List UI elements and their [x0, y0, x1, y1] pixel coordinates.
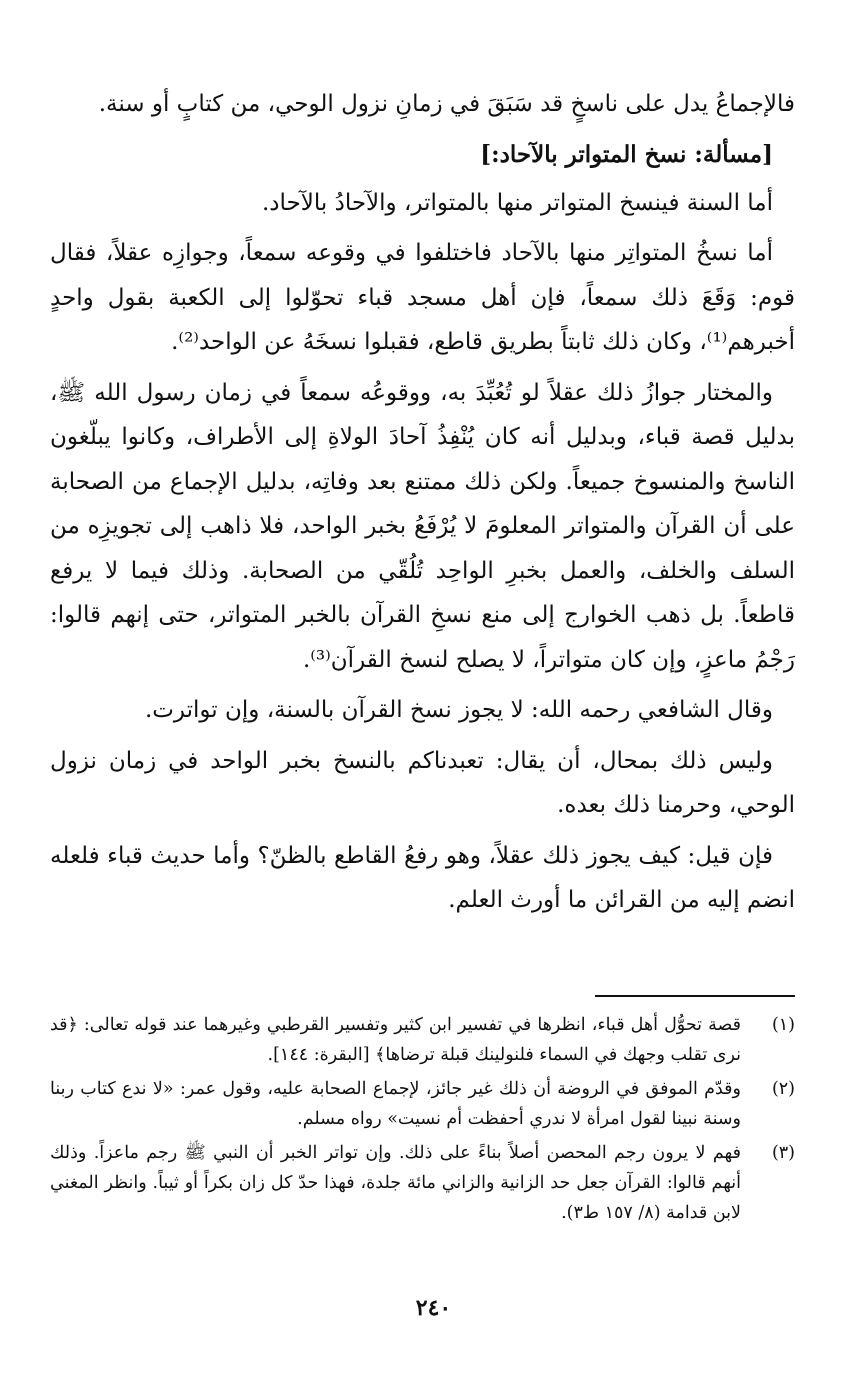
paragraph-sunnah-abrogation: أما السنة فينسخ المتواتر منها بالمتواتر، والآحادُ بالآحاد. — [261, 189, 773, 216]
footnote-item — [50, 1010, 795, 1070]
footnote-number: (٢) — [771, 1079, 795, 1099]
paragraph-ahad-abrogation: أما نسخُ المتواتِر منها بالآحاد فاختلفوا في وقوعه سمعاً، وجوازِه عقلاً، فقال قوم: وَقَعَ ذلك سمعاً، فإن أهل مسجد قباء تحوّلوا إلى الكعبة بقول واحدٍ أخبرهم⁽¹⁾، وكان ذلك ثابتاً بطريق قاطع، فقبلوا نسخَهُ عن الواحد⁽²⁾. — [50, 240, 795, 355]
footnote-item — [50, 1138, 795, 1228]
footnote-separator — [595, 995, 795, 997]
section-heading: [مسألة: نسخ المتواتر بالآحاد:] — [480, 140, 773, 168]
paragraph-chosen-view: والمختار جوازُ ذلك عقلاً لو تُعُبِّدَ به، ووقوعُه سمعاً في زمان رسول الله ﷺ، بدليل قصة قباء، وبدليل أنه كان يُنْفِذُ آحادَ الولاةِ إلى الأطراف، وكانوا يبلّغون الناسخ والمنسوخ جميعاً. ولكن ذلك ممتنع بعد وفاتِه، بدليل الإجماع من الصحابة على أن القرآن والمتواتر المعلومَ لا يُرْفَعُ بخبر الواحد، فلا ذاهب إلى تجويزِه من السلف والخلف، والعمل بخبرِ الواحِد تُلُقّي من الصحابة. وذلك فيما لا يرفع قاطعاً. بل ذهب الخوارج إلى منع نسخِ القرآن بالخبر المتواتر، حتى إنهم قالوا: رَجْمُ ماعزٍ، وإن كان متواتراً، لا يصلح لنسخ القرآن⁽³⁾. — [50, 379, 795, 673]
paragraph-not-impossible: وليس ذلك بمحال، أن يقال: تعبدناكم بالنسخ بخبر الواحد في زمان نزول الوحي، وحرمنا ذلك بعده. — [50, 747, 795, 818]
paragraph-objection: فإن قيل: كيف يجوز ذلك عقلاً، وهو رفعُ القاطع بالظنّ؟ وأما حديث قباء فلعله انضم إليه من القرائن ما أورث العلم. — [50, 842, 795, 913]
footnotes — [50, 1010, 795, 1232]
footnote-text: قصة تحوُّل أهل قباء، انظرها في تفسير ابن كثير وتفسير القرطبي وغيرهما عند قوله تعالى: ﴿قد نرى تقلب وجهك في السماء فلنولينك قبلة ترضاها﴾ [البقرة: ١٤٤]. — [50, 1015, 741, 1065]
footnote-text: فهم لا يرون رجم المحصن أصلاً بناءً على ذلك. وإن تواتر الخبر أن النبي ﷺ رجم ماعزاً. وذلك أنهم قالوا: القرآن جعل حد الزانية والزاني مائة جلدة، فهذا حدّ كل زان بكراً أو ثيباً. وانظر المغني لابن قدامة (٨/ ١٥٧ ط٣). — [50, 1143, 741, 1223]
footnote-number: (٣) — [771, 1143, 795, 1163]
paragraph-consensus: فالإجماعُ يدل على ناسخٍ قد سَبَقَ في زمانِ نزول الوحي، من كتابٍ أو سنة. — [98, 91, 795, 117]
page-number: ٢٤٠ — [415, 1295, 452, 1321]
footnote-number: (١) — [771, 1015, 795, 1035]
paragraph-shafii: وقال الشافعي رحمه الله: لا يجوز نسخ القرآن بالسنة، وإن تواترت. — [144, 697, 773, 723]
footnote-item — [50, 1074, 795, 1134]
main-text — [50, 82, 795, 929]
footnote-text: وقدّم الموفق في الروضة أن ذلك غير جائز، لإجماع الصحابة عليه، وقول عمر: «لا ندع كتاب ربنا وسنة نبينا لقول امرأة لا ندري أحفظت أم نسيت» رواه مسلم. — [50, 1079, 741, 1129]
